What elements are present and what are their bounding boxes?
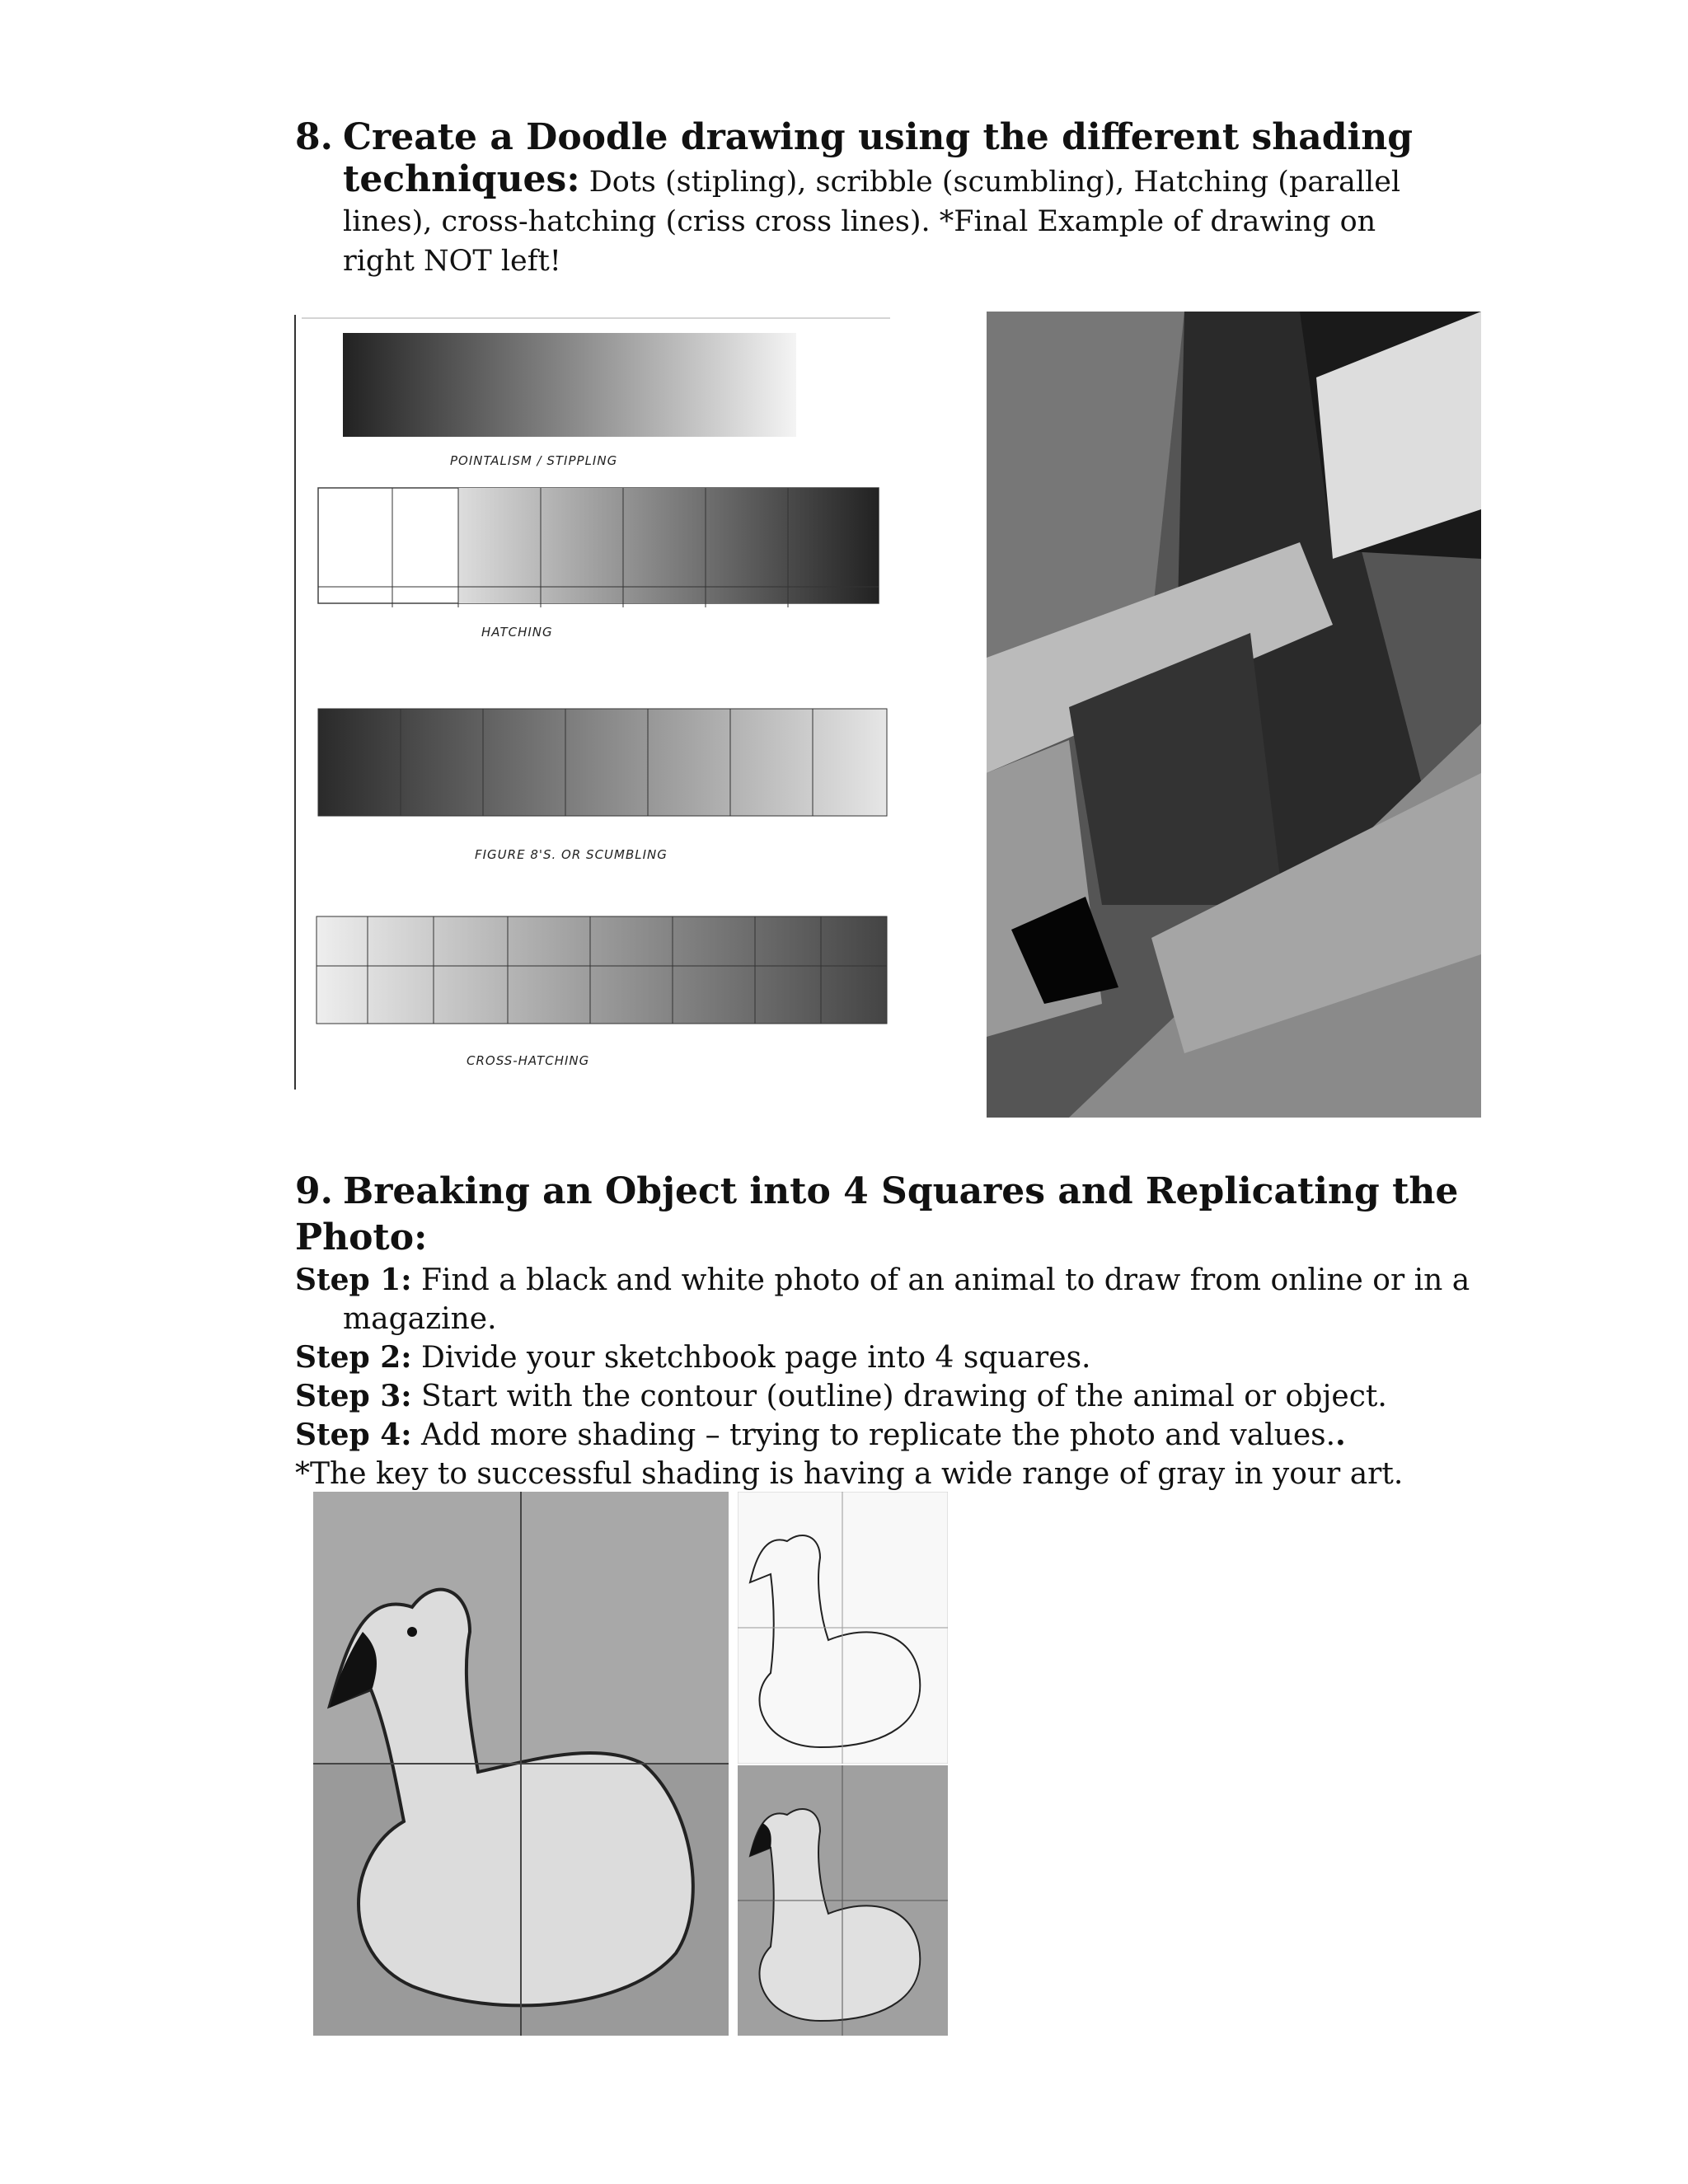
stippling-sample [343, 333, 796, 437]
cross-hatching-caption: CROSS-HATCHING [467, 1053, 590, 1068]
section-8-title-cont: techniques: [343, 158, 580, 200]
step-4-label: Step 4: [295, 1418, 412, 1452]
step-3-label: Step 3: [295, 1379, 412, 1413]
step-1 [295, 1261, 1498, 1338]
step-1-label: Step 1: [295, 1263, 412, 1297]
section-8-body [295, 160, 1432, 281]
section-9-number: 9. [295, 1170, 333, 1212]
section-8-heading [295, 115, 1432, 160]
doodle-example-figure [987, 312, 1481, 1118]
step-1-text: Find a black and white photo of an animal to draw from online or in a magazine. [343, 1263, 1470, 1336]
swan-small-shaded-drawing [738, 1765, 948, 2036]
section-9-title: Breaking an Object into 4 Squares and Replicating the Photo: [295, 1170, 1459, 1258]
step-4-end: . [1335, 1418, 1346, 1452]
section-9 [295, 1169, 1498, 1493]
step-4 [295, 1416, 1498, 1455]
swan-shaded-drawing [313, 1492, 729, 2036]
cross-hatching-sample [316, 916, 887, 1024]
hatching-caption: HATCHING [481, 625, 553, 640]
shading-techniques-figure [293, 315, 892, 1090]
scumbling-sample [318, 709, 887, 816]
step-3-text: Start with the contour (outline) drawing of the animal or object. [411, 1380, 1387, 1413]
shading-note: *The key to successful shading is having a wide range of gray in your art. [295, 1457, 1404, 1491]
swan-contour-drawing [738, 1492, 948, 1764]
step-2-label: Step 2: [295, 1340, 412, 1375]
scumbling-caption: FIGURE 8'S. OR SCUMBLING [475, 847, 668, 862]
section-8-number: 8. [295, 116, 333, 158]
hatching-sample [318, 488, 879, 607]
step-2 [295, 1338, 1498, 1377]
section-8-description: Dots (stipling), scribble (scumbling), Hatching (parallel lines), cross-hatching (criss cross lines). *Final Example of drawing on right NOT left! [343, 166, 1401, 278]
section-9-heading [295, 1169, 1498, 1261]
step-4-text: Add more shading – trying to replicate the photo and values. [411, 1418, 1336, 1452]
step-2-text: Divide your sketchbook page into 4 squares. [411, 1341, 1091, 1375]
step-3 [295, 1377, 1498, 1416]
section-8-title: Create a Doodle drawing using the different shading [343, 116, 1414, 158]
stippling-caption: POINTALISM / STIPPLING [450, 453, 618, 468]
section-8 [295, 115, 1432, 281]
